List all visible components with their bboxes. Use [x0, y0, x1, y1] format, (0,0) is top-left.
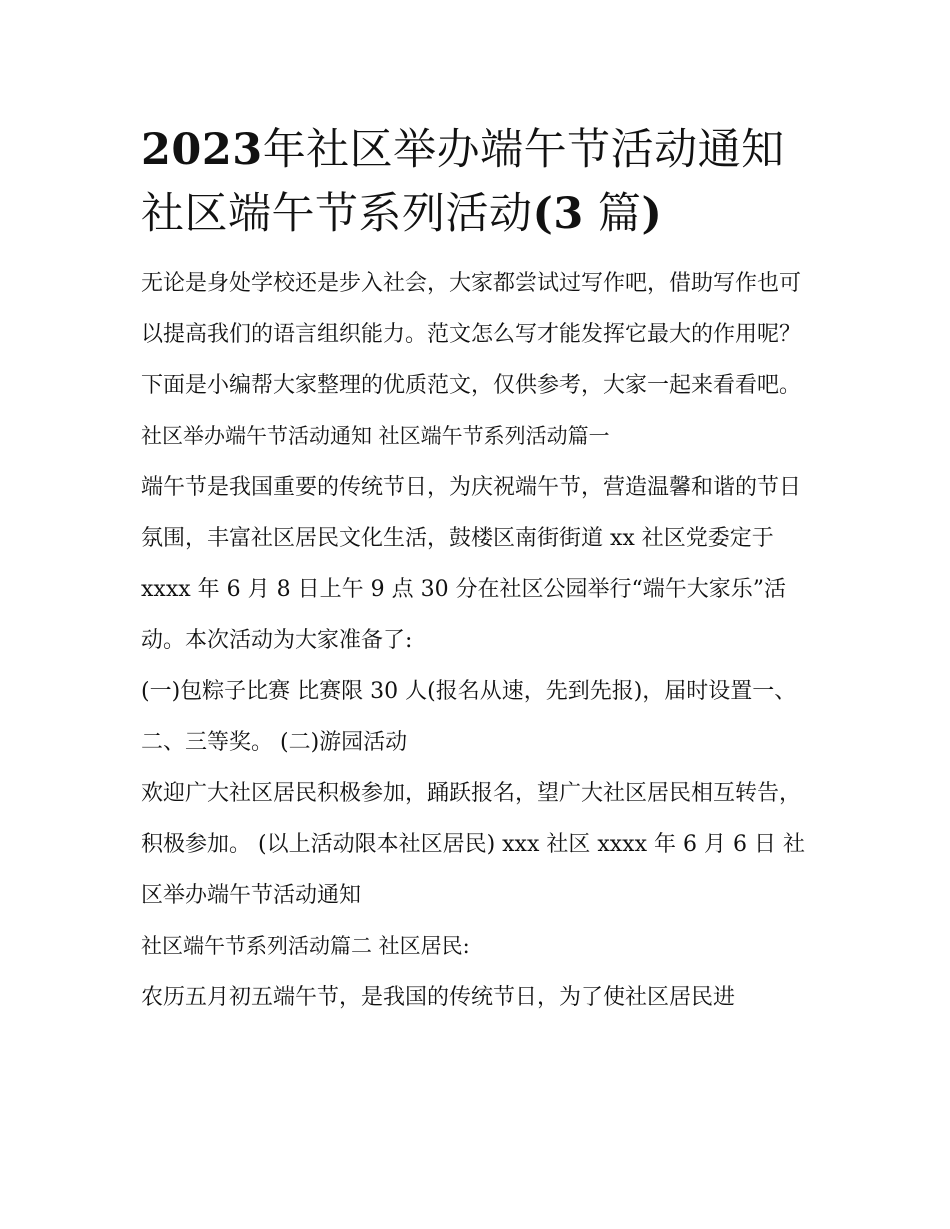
title-count-open: (3 [532, 189, 584, 239]
title-year: 2023 [141, 125, 263, 175]
title-count-close: ) [641, 189, 663, 239]
intro-paragraph: 无论是身处学校还是步入社会，大家都尝试过写作吧，借助写作也可以提高我们的语言组织能力。范文怎么写才能发挥它最大的作用呢？下面是小编帮大家整理的优质范文，仅供参考，大家一起来看看吧。 [141, 271, 802, 398]
document-title [141, 118, 813, 246]
activity-list-paragraph: (一)包粽子比赛 比赛限 30 人(报名从速，先到先报)，届时设置一、二、三等奖。 (二)游园活动 [141, 679, 797, 755]
section-heading-1: 社区举办端午节活动通知 社区端午节系列活动篇一 [141, 424, 610, 448]
section-2-paragraph: 农历五月初五端午节，是我国的传统节日，为了使社区居民进 [141, 985, 736, 1010]
notice-paragraph: 端午节是我国重要的传统节日，为庆祝端午节，营造温馨和谐的节日氛围，丰富社区居民文化生活，鼓楼区南街街道 xx 社区党委定于 xxxx 年 6 月 8 日上午 9 点 30 分在社区公园举行“端午大家乐”活动。本次活动为大家准备了: [141, 475, 802, 653]
title-text: 年社区举办端午节活动通知 社区端午节系列活动 [141, 125, 785, 239]
title-count-unit: 篇 [583, 189, 642, 239]
invitation-paragraph: 欢迎广大社区居民积极参加，踊跃报名，望广大社区居民相互转告，积极参加。 (以上活动限本社区居民) xxx 社区 xxxx 年 6 月 6 日 社区举办端午节活动通知 [141, 781, 805, 908]
document-body [141, 118, 813, 1023]
section-heading-2: 社区端午节系列活动篇二 社区居民: [141, 934, 470, 958]
